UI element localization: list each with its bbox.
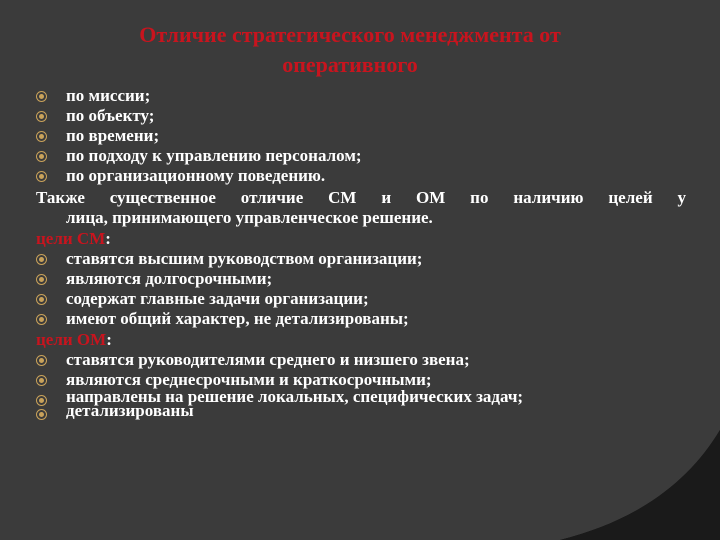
bullet-icon [36,274,47,285]
om-goals-colon: : [106,330,112,349]
om-goals-list-continued [36,387,686,420]
list-item [36,106,686,126]
comparison-criteria-list [36,86,686,186]
bullet-icon [36,131,47,142]
list-item [36,350,686,370]
bullet-icon [36,111,47,122]
bullet-icon [36,355,47,366]
goals-paragraph [36,188,686,228]
list-item [36,309,686,329]
list-item-text: по времени; [66,126,160,145]
bullet-icon [36,151,47,162]
list-item-text: ставятся высшим руководством организации; [66,249,423,268]
paragraph-line-2: лица, принимающего управленческое решение. [66,208,433,227]
list-item-text: имеют общий характер, не детализированы; [66,309,409,328]
list-item [36,146,686,166]
list-item-text: направлены на решение локальных, специфических задач; [66,387,524,406]
paragraph-line-1: Также существенное отличие СМ и ОМ по наличию целей у [36,188,686,207]
sm-goals-heading [36,228,686,249]
title-line-2: оперативного [282,52,418,77]
om-goals-label: цели ОМ [36,330,107,349]
om-goals-heading [36,329,686,350]
list-item-text: являются долгосрочными; [66,269,273,288]
bullet-icon [36,409,47,420]
sm-goals-label: цели СМ [36,229,106,248]
list-item [36,289,686,309]
list-item-text: по организационному поведению. [66,166,326,185]
list-item-text: являются среднесрочными и краткосрочными; [66,370,432,389]
list-item-text: по миссии; [66,86,151,105]
slide-title [40,20,660,80]
list-item-text: по подходу к управлению персоналом; [66,146,362,165]
sm-goals-list [36,249,686,329]
list-item [36,86,686,106]
list-item [36,126,686,146]
list-item-text: ставятся руководителями среднего и низшего звена; [66,350,470,369]
bullet-icon [36,375,47,386]
list-item [36,269,686,289]
list-item [36,166,686,186]
list-item [36,401,686,420]
om-goals-list [36,350,686,390]
list-item [36,249,686,269]
list-item-text: детализированы [66,401,194,420]
list-item-text: по объекту; [66,106,155,125]
bullet-icon [36,254,47,265]
list-item-text: содержат главные задачи организации; [66,289,369,308]
bullet-icon [36,294,47,305]
title-line-1: Отличие стратегического менеджмента от [139,22,561,47]
slide-content [36,86,686,418]
bullet-icon [36,91,47,102]
bullet-icon [36,171,47,182]
sm-goals-colon: : [105,229,111,248]
bullet-icon [36,314,47,325]
